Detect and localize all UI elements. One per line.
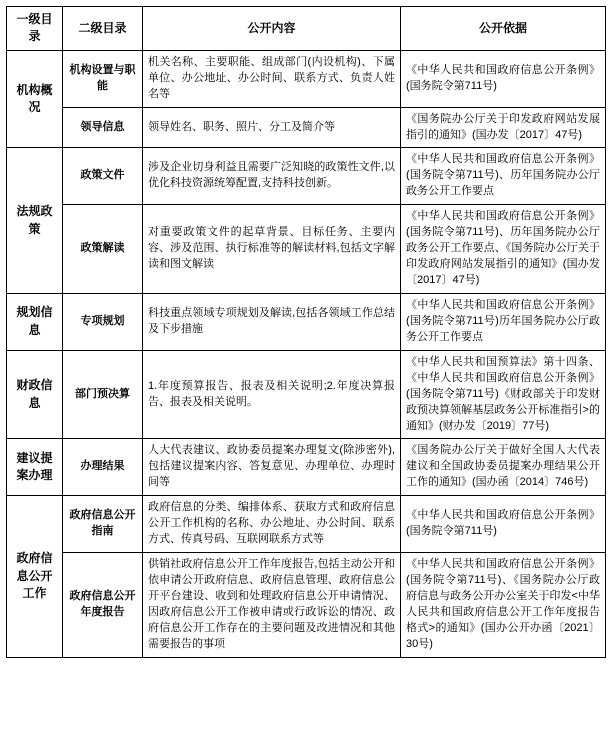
basis-cell: 《中华人民共和国预算法》第十四条、《中华人民共和国政府信息公开条例》(国务院令第711号)《财政部关于印发财政预决算领解基层政务公开标准指引>的通知》(财办发〔2019〕77号) [401,350,606,439]
basis-cell: 《中华人民共和国政府信息公开条例》(国务院令第711号)、《国务院办公厅政府信息与政务公开办公室关于印发<中华人民共和国政府信息公开工作年度报告格式>的通知》(国办公开办函〔2021〕30号) [401,553,606,658]
content-cell: 领导姓名、职务、照片、分工及简介等 [143,107,401,148]
table-row [7,553,606,658]
column-header-level2: 二级目录 [63,7,143,51]
level1-cell: 规划信息 [7,293,63,350]
column-header-content: 公开内容 [143,7,401,51]
table-row [7,148,606,205]
content-cell: 科技重点领域专项规划及解读,包括各领域工作总结及下步措施 [143,293,401,350]
level2-cell: 政府信息公开指南 [63,496,143,553]
basis-cell: 《中华人民共和国政府信息公开条例》(国务院令第711号)、历年国务院办公厅政务公开工作要点 [401,148,606,205]
content-cell: 涉及企业切身利益且需要广泛知晓的政策性文件,以优化科技资源统筹配置,支持科技创新。 [143,148,401,205]
table-row [7,205,606,294]
level1-cell: 政府信息公开工作 [7,496,63,657]
table-row [7,350,606,439]
disclosure-catalog-table [6,6,606,658]
table-row [7,50,606,107]
table-row [7,439,606,496]
basis-cell: 《中华人民共和国政府信息公开条例》(国务院令第711号)、历年国务院办公厅政务公开工作要点、《国务院办公厅关于印发政府网站发展指引的通知》(国办发〔2017〕47号) [401,205,606,294]
content-cell: 政府信息的分类、编排体系、获取方式和政府信息公开工作机构的名称、办公地址、办公时间、联系方式、传真号码、互联网联系方式等 [143,496,401,553]
column-header-level1: 一级目录 [7,7,63,51]
column-header-basis: 公开依据 [401,7,606,51]
basis-cell: 《中华人民共和国政府信息公开条例》(国务院令第711号) [401,50,606,107]
level2-cell: 政策解读 [63,205,143,294]
table-header-row [7,7,606,51]
content-cell: 人大代表建议、政协委员提案办理复文(除涉密外),包括建议提案内容、答复意见、办理单位、办理时间等 [143,439,401,496]
basis-cell: 《国务院办公厅关于做好全国人大代表建议和全国政协委员提案办理结果公开工作的通知》(国办函〔2014〕746号) [401,439,606,496]
table-row [7,293,606,350]
table-row [7,107,606,148]
level2-cell: 领导信息 [63,107,143,148]
content-cell: 供销社政府信息公开工作年度报告,包括主动公开和依申请公开政府信息、政府信息管理、政府信息公开平台建设、收到和处理政府信息公开申请情况、因政府信息公开工作被申请或行政诉讼的情况、政府信息公开工作存在的主要问题及改进情况和其他需要报告的事项 [143,553,401,658]
level2-cell: 政府信息公开年度报告 [63,553,143,658]
level1-cell: 建议提案办理 [7,439,63,496]
level1-cell: 机构概况 [7,50,63,148]
level2-cell: 政策文件 [63,148,143,205]
level2-cell: 办理结果 [63,439,143,496]
basis-cell: 《国务院办公厅关于印发政府网站发展指引的通知》(国办发〔2017〕47号) [401,107,606,148]
basis-cell: 《中华人民共和国政府信息公开条例》(国务院令第711号) [401,496,606,553]
content-cell: 机关名称、主要职能、组成部门(内设机构)、下属单位、办公地址、办公时间、联系方式、负责人姓名等 [143,50,401,107]
table-body [7,50,606,657]
content-cell: 对重要政策文件的起草背景、目标任务、主要内容、涉及范围、执行标准等的解读材料,包括文字解读和图文解读 [143,205,401,294]
level2-cell: 部门预决算 [63,350,143,439]
table-header [7,7,606,51]
level1-cell: 财政信息 [7,350,63,439]
content-cell: 1.年度预算报告、报表及相关说明;2.年度决算报告、报表及相关说明。 [143,350,401,439]
table-row [7,496,606,553]
level2-cell: 机构设置与职能 [63,50,143,107]
level2-cell: 专项规划 [63,293,143,350]
basis-cell: 《中华人民共和国政府信息公开条例》(国务院令第711号)历年国务院办公厅政务公开工作要点 [401,293,606,350]
level1-cell: 法规政策 [7,148,63,294]
